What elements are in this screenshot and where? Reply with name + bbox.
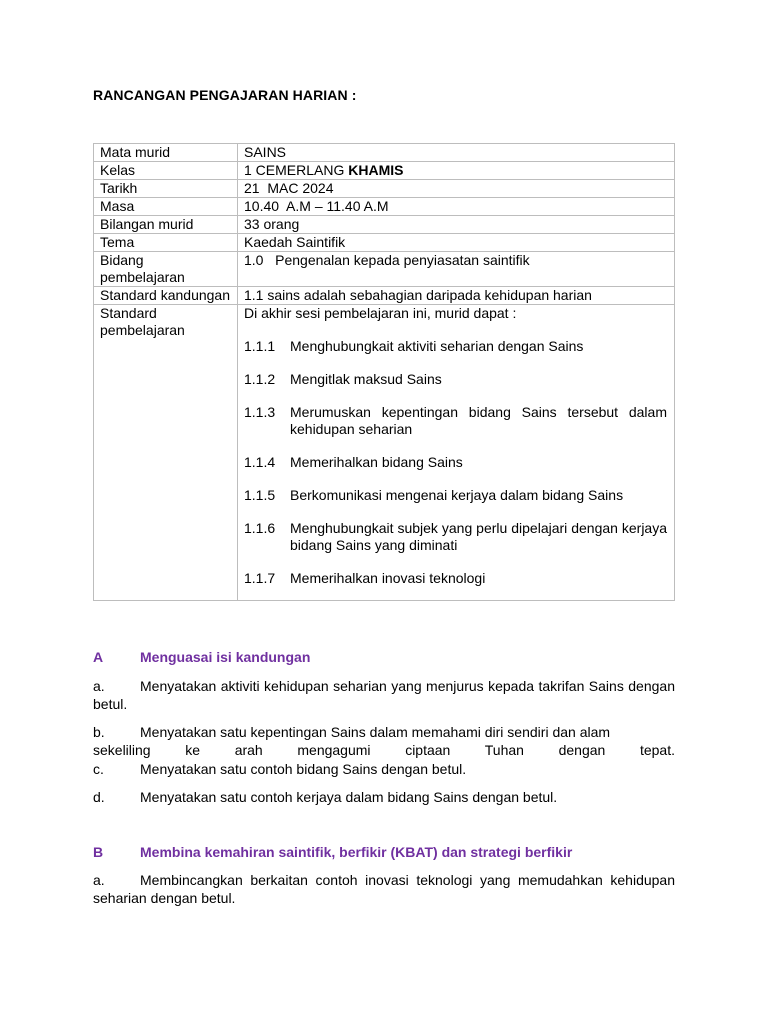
- section-b-heading: [93, 844, 572, 860]
- table-row: [94, 144, 675, 162]
- item-text: Menyatakan aktiviti kehidupan seharian yang menjurus kepada takrifan Sains dengan betul.: [93, 678, 675, 712]
- row-value: 10.40 A.M – 11.40 A.M: [238, 198, 675, 216]
- row-value: 1.0 Pengenalan kepada penyiasatan saintifik: [238, 252, 675, 287]
- lesson-info-table: [93, 143, 675, 601]
- table-row: [94, 216, 675, 234]
- list-item: [244, 520, 668, 554]
- document-title: RANCANGAN PENGAJARAN HARIAN :: [93, 87, 357, 103]
- item-text: Menghubungkait subjek yang perlu dipelajari dengan kerjaya bidang Sains yang diminati: [290, 520, 667, 553]
- row-label: Bidang pembelajaran: [94, 252, 238, 287]
- row-label: Kelas: [94, 162, 238, 180]
- section-a-item-c: [93, 760, 675, 778]
- section-title: Menguasai isi kandungan: [140, 649, 311, 665]
- item-label: b.: [93, 724, 105, 740]
- item-text: Menyatakan satu kepentingan Sains dalam memahami diri sendiri dan alam: [140, 724, 611, 740]
- item-line-2: sekeliling ke arah mengagumi ciptaan Tuhan dengan tepat.: [93, 742, 675, 758]
- row-value: SAINS: [238, 144, 675, 162]
- item-label: a.: [93, 678, 105, 694]
- table-row: [94, 180, 675, 198]
- row-label: Masa: [94, 198, 238, 216]
- table-row: [94, 305, 675, 601]
- item-number: 1.1.5: [244, 487, 276, 503]
- list-item: [244, 338, 668, 355]
- item-text: Berkomunikasi mengenai kerjaya dalam bidang Sains: [290, 487, 624, 503]
- item-line: [93, 723, 675, 741]
- table-row: [94, 198, 675, 216]
- list-item: [244, 454, 668, 471]
- row-label: Tarikh: [94, 180, 238, 198]
- item-label: d.: [93, 789, 105, 805]
- item-label: c.: [93, 761, 104, 777]
- row-label: Standard kandungan: [94, 287, 238, 305]
- item-number: 1.1.1: [244, 338, 276, 354]
- item-label: a.: [93, 872, 105, 888]
- list-item: [244, 487, 668, 504]
- class-day: KHAMIS: [348, 162, 404, 178]
- item-number: 1.1.4: [244, 454, 276, 470]
- item-number: 1.1.7: [244, 570, 276, 586]
- row-label: Standard pembelajaran: [94, 305, 238, 601]
- learning-standards-cell: [238, 305, 675, 601]
- table-row: [94, 287, 675, 305]
- learning-standards-intro: Di akhir sesi pembelajaran ini, murid dapat :: [244, 305, 517, 321]
- row-value: 33 orang: [238, 216, 675, 234]
- section-a-heading: [93, 649, 310, 665]
- item-text: Menyatakan satu contoh bidang Sains dengan betul.: [140, 761, 467, 777]
- item-number: 1.1.6: [244, 520, 276, 536]
- item-text: Menghubungkait aktiviti seharian dengan Sains: [290, 338, 584, 354]
- table-row: [94, 162, 675, 180]
- section-a-item-a: [93, 677, 675, 713]
- table-row: [94, 252, 675, 287]
- table-row: [94, 234, 675, 252]
- section-letter: A: [93, 649, 104, 665]
- list-item: [244, 404, 668, 438]
- item-text: Menyatakan satu contoh kerjaya dalam bidang Sains dengan betul.: [140, 789, 558, 805]
- row-value: [238, 162, 675, 180]
- section-a-item-d: [93, 788, 675, 806]
- row-label: Tema: [94, 234, 238, 252]
- item-text: Merumuskan kepentingan bidang Sains tersebut dalam kehidupan seharian: [290, 404, 667, 437]
- row-value: Kaedah Saintifik: [238, 234, 675, 252]
- list-item: [244, 371, 668, 388]
- row-label: Bilangan murid: [94, 216, 238, 234]
- item-number: 1.1.3: [244, 404, 276, 420]
- item-number: 1.1.2: [244, 371, 276, 387]
- item-text: Mengitlak maksud Sains: [290, 371, 442, 387]
- item-text: Memerihalkan inovasi teknologi: [290, 570, 486, 586]
- section-letter: B: [93, 844, 104, 860]
- row-value: 1.1 sains adalah sebahagian daripada kehidupan harian: [238, 287, 675, 305]
- row-label: Mata murid: [94, 144, 238, 162]
- section-a-item-b: [93, 723, 675, 759]
- class-name: 1 CEMERLANG: [244, 162, 345, 178]
- list-item: [244, 570, 668, 587]
- row-value: 21 MAC 2024: [238, 180, 675, 198]
- item-text: Memerihalkan bidang Sains: [290, 454, 463, 470]
- section-title: Membina kemahiran saintifik, berfikir (KBAT) dan strategi berfikir: [140, 844, 573, 860]
- section-b-item-a: [93, 871, 675, 907]
- item-text: Membincangkan berkaitan contoh inovasi teknologi yang memudahkan kehidupan seharian dengan betul.: [93, 872, 675, 906]
